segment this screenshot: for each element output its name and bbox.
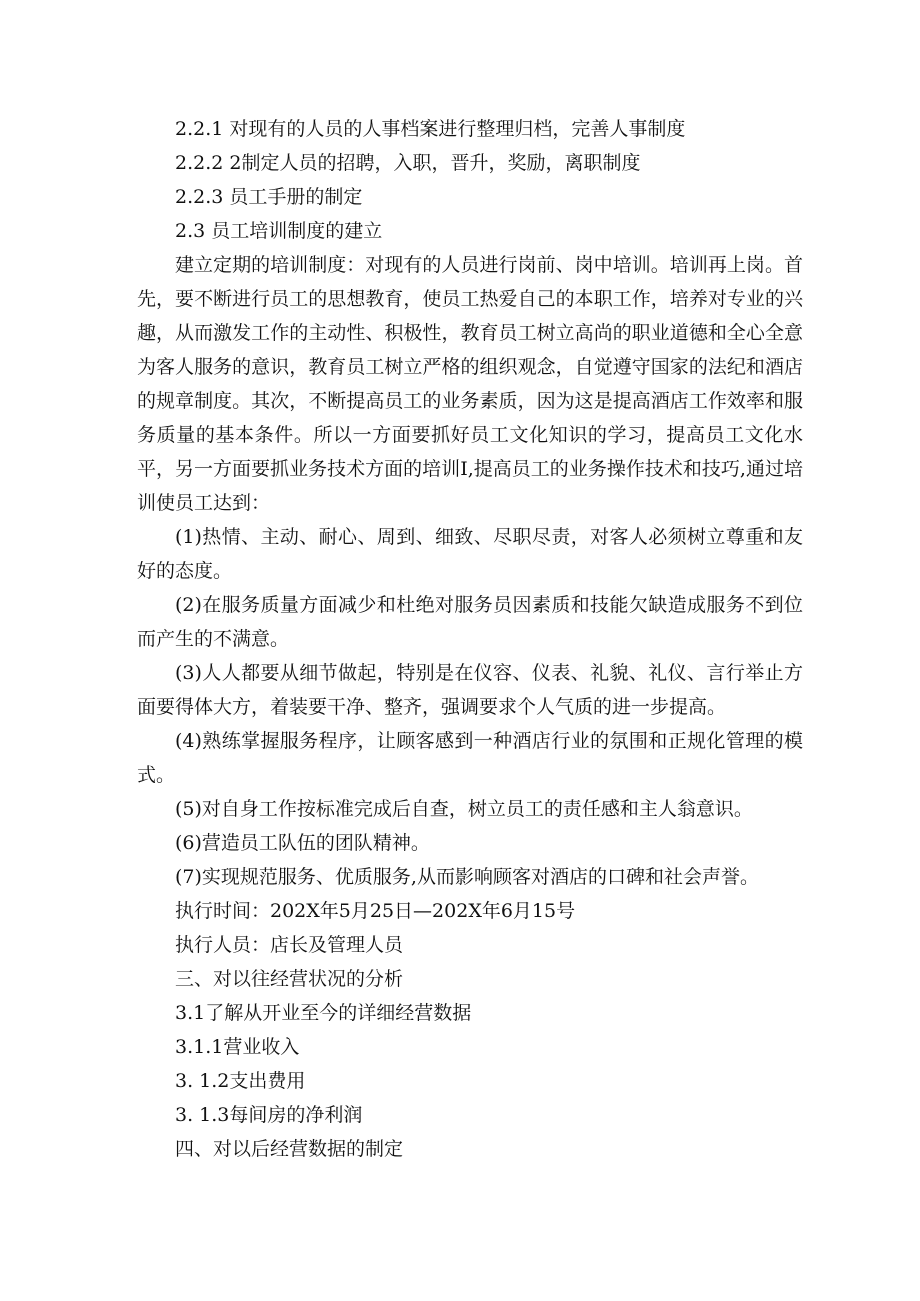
paragraph-3-1: 3.1了解从开业至今的详细经营数据 [175,1002,472,1024]
section-heading-4: 四、对以后经营数据的制定 [175,1138,404,1160]
list-item-2: (2)在服务质量方面减少和杜绝对服务员因素质和技能欠缺造成服务不到位而产生的不满意。 [137,594,803,650]
document-body [137,112,803,1166]
paragraph-3-1-2: 3. 1.2支出费用 [175,1070,306,1092]
list-item-5: (5)对自身工作按标准完成后自查，树立员工的责任感和主人翁意识。 [175,798,753,820]
execution-time: 执行时间：202X年5月25日—202X年6月15号 [175,900,576,922]
list-item-7: (7)实现规范服务、优质服务,从而影响顾客对酒店的口碑和社会声誉。 [175,866,759,888]
paragraph-3-1-3: 3. 1.3每间房的净利润 [175,1104,363,1126]
list-item-4: (4)熟练掌握服务程序，让顾客感到一种酒店行业的氛围和正规化管理的模式。 [137,730,803,786]
paragraph-3-1-1: 3.1.1营业收入 [175,1036,300,1058]
list-item-6: (6)营造员工队伍的团队精神。 [175,832,430,854]
paragraph-training-intro: 建立定期的培训制度：对现有的人员进行岗前、岗中培训。培训再上岗。首先，要不断进行员工的思想教育，使员工热爱自己的本职工作，培养对专业的兴趣，从而激发工作的主动性、积极性，教育员工树立高尚的职业道德和全心全意为客人服务的意识，教育员工树立严格的组织观念，自觉遵守国家的法纪和酒店的规章制度。其次，不断提高员工的业务素质，因为这是提高酒店工作效率和服务质量的基本条件。所以一方面要抓好员工文化知识的学习，提高员工文化水平，另一方面要抓业务技术方面的培训I,提高员工的业务操作技术和技巧,通过培训使员工达到： [137,254,803,514]
paragraph-2-2-1: 2.2.1 对现有的人员的人事档案进行整理归档，完善人事制度 [175,118,686,140]
list-item-1: (1)热情、主动、耐心、周到、细致、尽职尽责，对客人必须树立尊重和友好的态度。 [137,526,803,582]
execution-staff: 执行人员：店长及管理人员 [175,934,404,956]
section-heading-3: 三、对以往经营状况的分析 [175,968,404,990]
list-item-3: (3)人人都要从细节做起，特别是在仪容、仪表、礼貌、礼仪、言行举止方面要得体大方，着装要干净、整齐，强调要求个人气质的进一步提高。 [137,662,803,718]
section-heading-2-3: 2.3 员工培训制度的建立 [175,220,383,242]
paragraph-2-2-3: 2.2.3 员工手册的制定 [175,186,363,208]
paragraph-2-2-2: 2.2.2 2制定人员的招聘，入职，晋升，奖励，离职制度 [175,152,641,174]
